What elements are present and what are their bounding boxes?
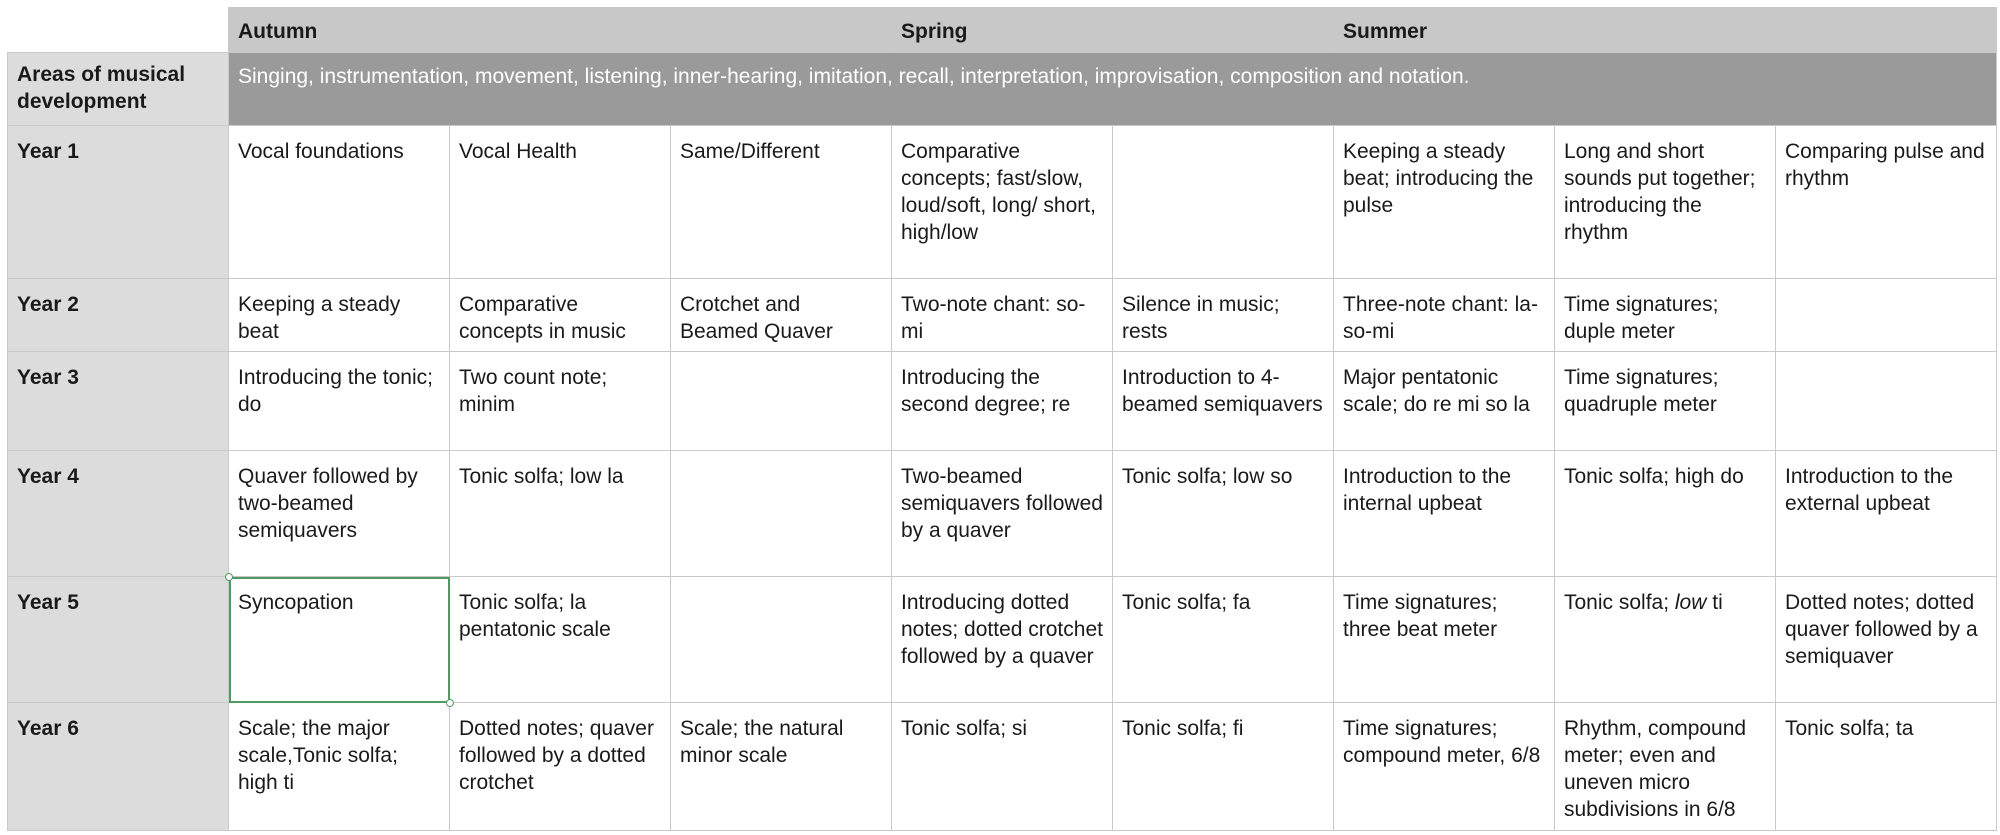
table-cell[interactable]: Time signatures; three beat meter <box>1334 577 1555 703</box>
year-row <box>8 126 1997 279</box>
table-cell[interactable]: Long and short sounds put together; introducing the rhythm <box>1555 126 1776 279</box>
table-cell[interactable]: Major pentatonic scale; do re mi so la <box>1334 352 1555 451</box>
table-cell[interactable]: Two-beamed semiquavers followed by a quaver <box>892 451 1113 577</box>
season-spring[interactable]: Spring <box>892 8 1334 53</box>
table-cell[interactable] <box>671 451 892 577</box>
areas-text[interactable]: Singing, instrumentation, movement, listening, inner-hearing, imitation, recall, interpretation, improvisation, composition and notation. <box>229 53 1997 126</box>
table-cell[interactable]: Scale; the natural minor scale <box>671 703 892 831</box>
table-cell[interactable]: Dotted notes; quaver followed by a dotted crotchet <box>450 703 671 831</box>
table-cell[interactable]: Introduction to the internal upbeat <box>1334 451 1555 577</box>
table-cell[interactable]: Introducing the second degree; re <box>892 352 1113 451</box>
areas-label[interactable]: Areas of musical development <box>8 53 229 126</box>
selected-cell[interactable]: Syncopation <box>229 577 450 703</box>
year-label[interactable]: Year 2 <box>8 279 229 352</box>
year-label[interactable]: Year 6 <box>8 703 229 831</box>
table-cell[interactable]: Time signatures; compound meter, 6/8 <box>1334 703 1555 831</box>
year-row <box>8 279 1997 352</box>
table-cell[interactable]: Tonic solfa; si <box>892 703 1113 831</box>
year-label[interactable]: Year 1 <box>8 126 229 279</box>
table-cell[interactable]: Three-note chant: la-so-mi <box>1334 279 1555 352</box>
table-cell[interactable]: Time signatures; duple meter <box>1555 279 1776 352</box>
year-label[interactable]: Year 3 <box>8 352 229 451</box>
table-cell[interactable]: Time signatures; quadruple meter <box>1555 352 1776 451</box>
table-cell[interactable]: Vocal Health <box>450 126 671 279</box>
table-cell[interactable]: Keeping a steady beat; introducing the pulse <box>1334 126 1555 279</box>
year-label[interactable]: Year 4 <box>8 451 229 577</box>
table-cell[interactable] <box>671 577 892 703</box>
table-cell[interactable]: Dotted notes; dotted quaver followed by a semiquaver <box>1776 577 1997 703</box>
selection-handle-bottom-right[interactable] <box>446 699 454 707</box>
season-summer[interactable]: Summer <box>1334 8 1997 53</box>
table-cell[interactable]: Introduction to 4-beamed semiquavers <box>1113 352 1334 451</box>
table-cell[interactable]: Comparative concepts in music <box>450 279 671 352</box>
year-row <box>8 703 1997 831</box>
table-cell[interactable]: Introducing the tonic; do <box>229 352 450 451</box>
table-cell[interactable]: Silence in music; rests <box>1113 279 1334 352</box>
season-autumn[interactable]: Autumn <box>229 8 892 53</box>
year-row <box>8 352 1997 451</box>
table-cell[interactable]: Same/Different <box>671 126 892 279</box>
table-cell[interactable]: Keeping a steady beat <box>229 279 450 352</box>
table-cell[interactable]: Tonic solfa; fi <box>1113 703 1334 831</box>
table-cell[interactable]: Rhythm, compound meter; even and uneven micro subdivisions in 6/8 <box>1555 703 1776 831</box>
season-header-row <box>8 8 1997 53</box>
table-cell[interactable]: Tonic solfa; fa <box>1113 577 1334 703</box>
table-cell[interactable] <box>671 352 892 451</box>
table-cell[interactable]: Tonic solfa; la pentatonic scale <box>450 577 671 703</box>
areas-row <box>8 53 1997 126</box>
year-row <box>8 577 1997 703</box>
table-cell[interactable]: Comparative concepts; fast/slow, loud/soft, long/ short, high/low <box>892 126 1113 279</box>
table-cell[interactable]: Comparing pulse and rhythm <box>1776 126 1997 279</box>
table-cell[interactable]: Crotchet and Beamed Quaver <box>671 279 892 352</box>
table-cell[interactable]: Vocal foundations <box>229 126 450 279</box>
table-cell[interactable] <box>1776 352 1997 451</box>
table-cell[interactable]: Tonic solfa; low ti <box>1555 577 1776 703</box>
table-cell[interactable]: Introducing dotted notes; dotted crotchet followed by a quaver <box>892 577 1113 703</box>
table-cell[interactable]: Tonic solfa; low so <box>1113 451 1334 577</box>
table-cell[interactable]: Two-note chant: so-mi <box>892 279 1113 352</box>
table-cell[interactable]: Scale; the major scale,Tonic solfa; high ti <box>229 703 450 831</box>
year-row <box>8 451 1997 577</box>
year-label[interactable]: Year 5 <box>8 577 229 703</box>
table-cell[interactable]: Introduction to the external upbeat <box>1776 451 1997 577</box>
table-cell[interactable]: Tonic solfa; ta <box>1776 703 1997 831</box>
table-cell[interactable] <box>1113 126 1334 279</box>
corner-cell <box>8 8 229 53</box>
selection-handle-top-left[interactable] <box>225 573 233 581</box>
italic-text: low <box>1674 591 1707 614</box>
table-cell[interactable] <box>1776 279 1997 352</box>
table-cell[interactable]: Tonic solfa; high do <box>1555 451 1776 577</box>
curriculum-table <box>7 7 1997 831</box>
table-cell[interactable]: Quaver followed by two-beamed semiquavers <box>229 451 450 577</box>
table-cell[interactable]: Two count note; minim <box>450 352 671 451</box>
table-cell[interactable]: Tonic solfa; low la <box>450 451 671 577</box>
